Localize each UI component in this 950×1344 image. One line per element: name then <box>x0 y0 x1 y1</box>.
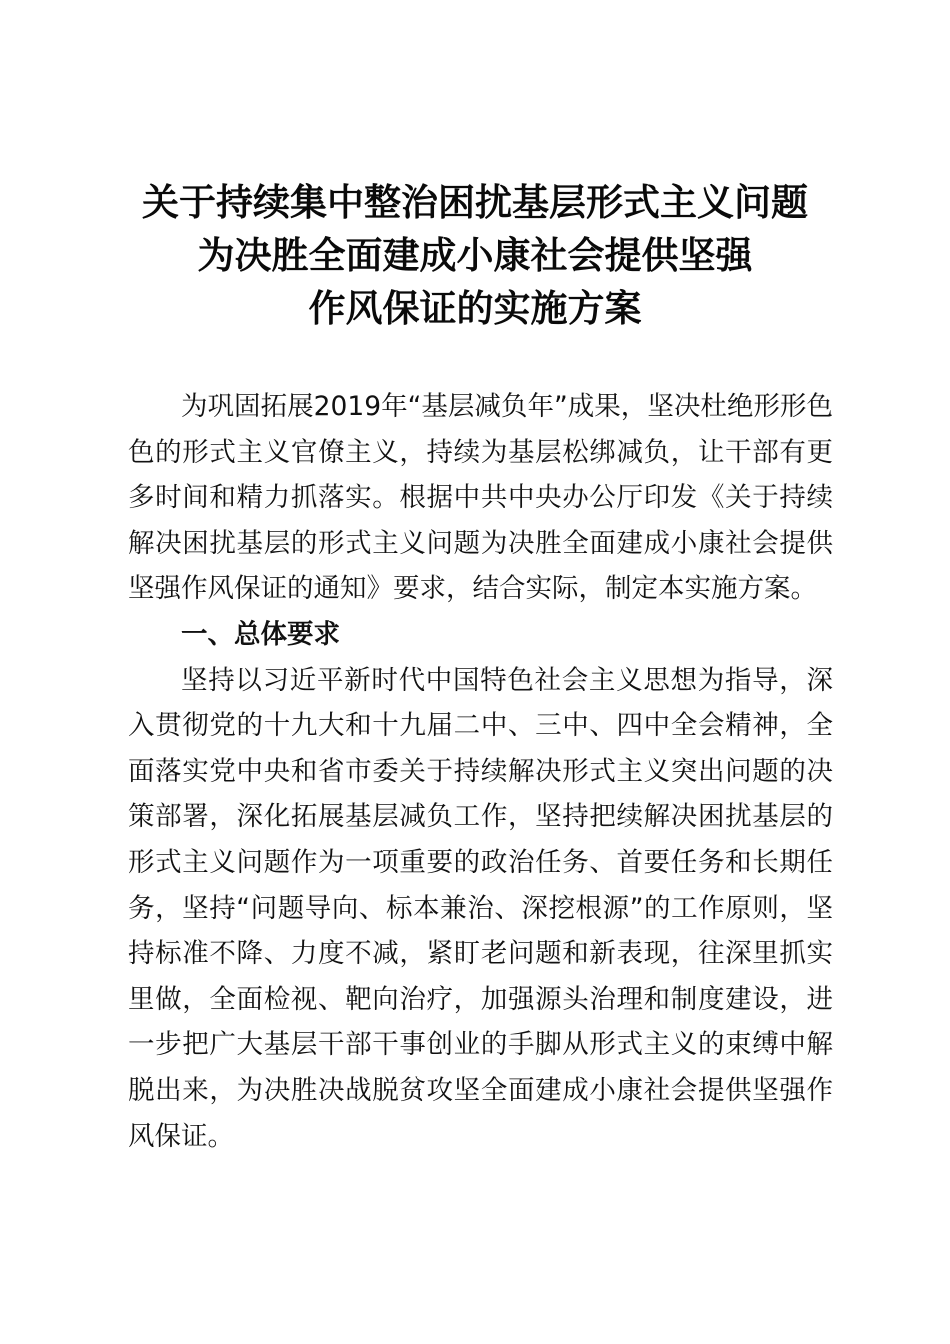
document-title <box>100 176 850 335</box>
section-paragraph-general-requirements: 坚持以习近平新时代中国特色社会主义思想为指导，深入贯彻党的十九大和十九届二中、三中、四中全会精神，全面落实党中央和省市委关于持续解决形式主义突出问题的决策部署，深化拓展基层减负工作，坚持把续解决困扰基层的形式主义问题作为一项重要的政治任务、首要任务和长期任务，坚持“问题导向、标本兼治、深挖根源”的工作原则，坚持标准不降、力度不减，紧盯老问题和新表现，往深里抓实里做，全面检视、靶向治疗，加强源头治理和制度建设，进一步把广大基层干部干事创业的手脚从形式主义的束缚中解脱出来，为决胜决战脱贫攻坚全面建成小康社会提供坚强作风保证。 <box>128 664 833 1152</box>
title-line-3: 作风保证的实施方案 <box>308 286 642 330</box>
title-line-1: 关于持续集中整治困扰基层形式主义问题 <box>142 180 808 224</box>
intro-paragraph: 为巩固拓展2019年“基层减负年”成果，坚决杜绝形形色色的形式主义官僚主义，持续为基层松绑减负，让干部有更多时间和精力抓落实。根据中共中央办公厅印发《关于持续解决困扰基层的形式主义问题为决胜全面建成小康社会提供坚强作风保证的通知》要求，结合实际，制定本实施方案。 <box>128 391 833 605</box>
section-heading-general-requirements: 一、总体要求 <box>181 618 340 650</box>
document-body <box>128 384 833 1159</box>
title-line-2: 为决胜全面建成小康社会提供坚强 <box>197 233 753 277</box>
